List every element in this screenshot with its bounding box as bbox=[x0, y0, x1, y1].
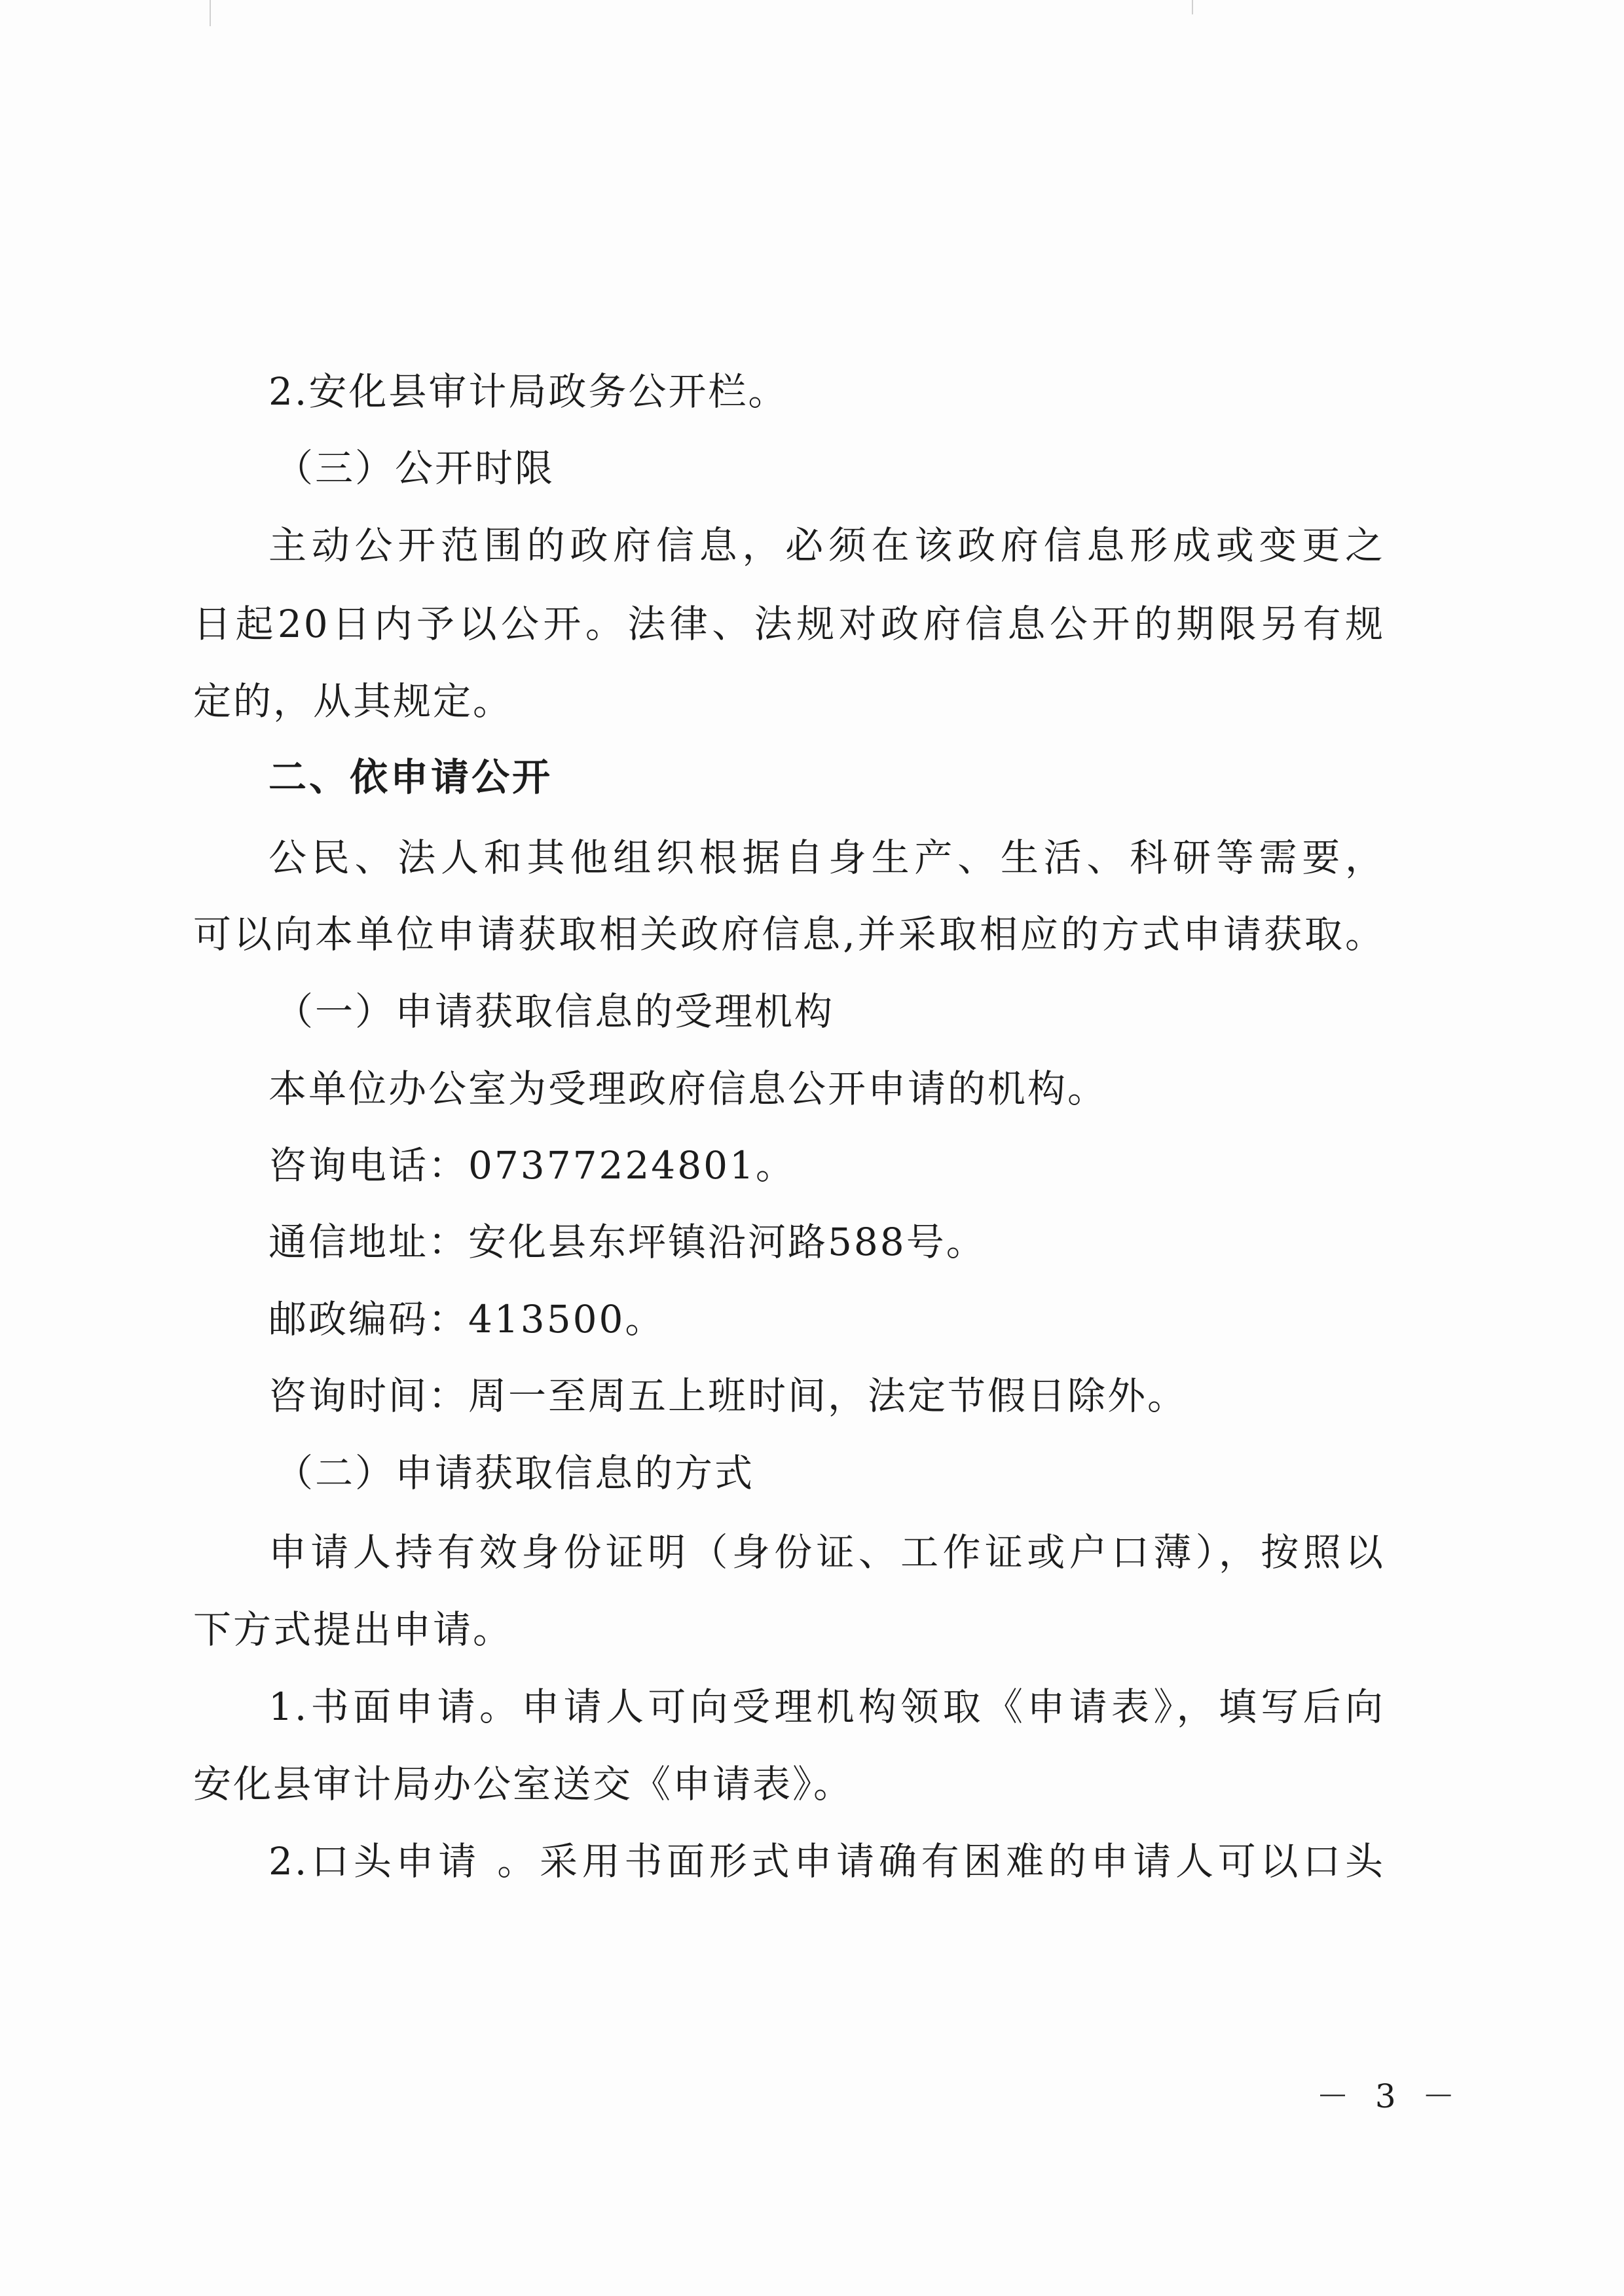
contact-hours: 咨询时间：周一至周五上班时间，法定节假日除外。 bbox=[268, 1374, 1188, 1418]
body-paragraph-line: 本单位办公室为受理政府信息公开申请的机构。 bbox=[268, 1066, 1108, 1111]
body-paragraph-line: 主动公开范围的政府信息，必须在该政府信息形成或变更之 bbox=[268, 523, 1385, 568]
body-paragraph-line: 安化县审计局办公室送交《申请表》。 bbox=[193, 1762, 854, 1806]
subheading-disclosure-time-limit: （三）公开时限 bbox=[275, 446, 555, 490]
contact-phone: 咨询电话：07377224801。 bbox=[268, 1143, 796, 1188]
subheading-receiving-agency: （一）申请获取信息的受理机构 bbox=[275, 989, 835, 1034]
list-item-public-board: 2.安化县审计局政务公开栏。 bbox=[268, 369, 788, 414]
body-paragraph-line: 日起20日内予以公开。法律、法规对政府信息公开的期限另有规 bbox=[193, 602, 1385, 646]
body-paragraph-line: 可以向本单位申请获取相关政府信息,并采取相应的方式申请获取。 bbox=[193, 912, 1385, 957]
scan-edge-mark bbox=[1192, 0, 1193, 14]
page-number: － 3 － bbox=[1316, 2077, 1463, 2115]
body-paragraph-line: 公民、法人和其他组织根据自身生产、生活、科研等需要， bbox=[268, 835, 1385, 880]
body-paragraph-line: 下方式提出申请。 bbox=[193, 1607, 513, 1652]
list-item-oral-application: 2.口头申请 。采用书面形式申请确有困难的申请人可以口头 bbox=[268, 1839, 1385, 1884]
scan-edge-mark bbox=[210, 0, 211, 26]
section-heading-on-request-disclosure: 二、依申请公开 bbox=[268, 755, 553, 799]
body-paragraph-line: 定的，从其规定。 bbox=[193, 679, 513, 723]
contact-address: 通信地址：安化县东坪镇沿河路588号。 bbox=[268, 1220, 986, 1264]
subheading-application-methods: （二）申请获取信息的方式 bbox=[275, 1451, 755, 1495]
contact-postcode: 邮政编码：413500。 bbox=[268, 1297, 665, 1341]
list-item-written-application: 1.书面申请。申请人可向受理机构领取《申请表》，填写后向 bbox=[268, 1685, 1385, 1729]
body-paragraph-line: 申请人持有效身份证明（身份证、工作证或户口薄），按照以 bbox=[268, 1530, 1385, 1575]
